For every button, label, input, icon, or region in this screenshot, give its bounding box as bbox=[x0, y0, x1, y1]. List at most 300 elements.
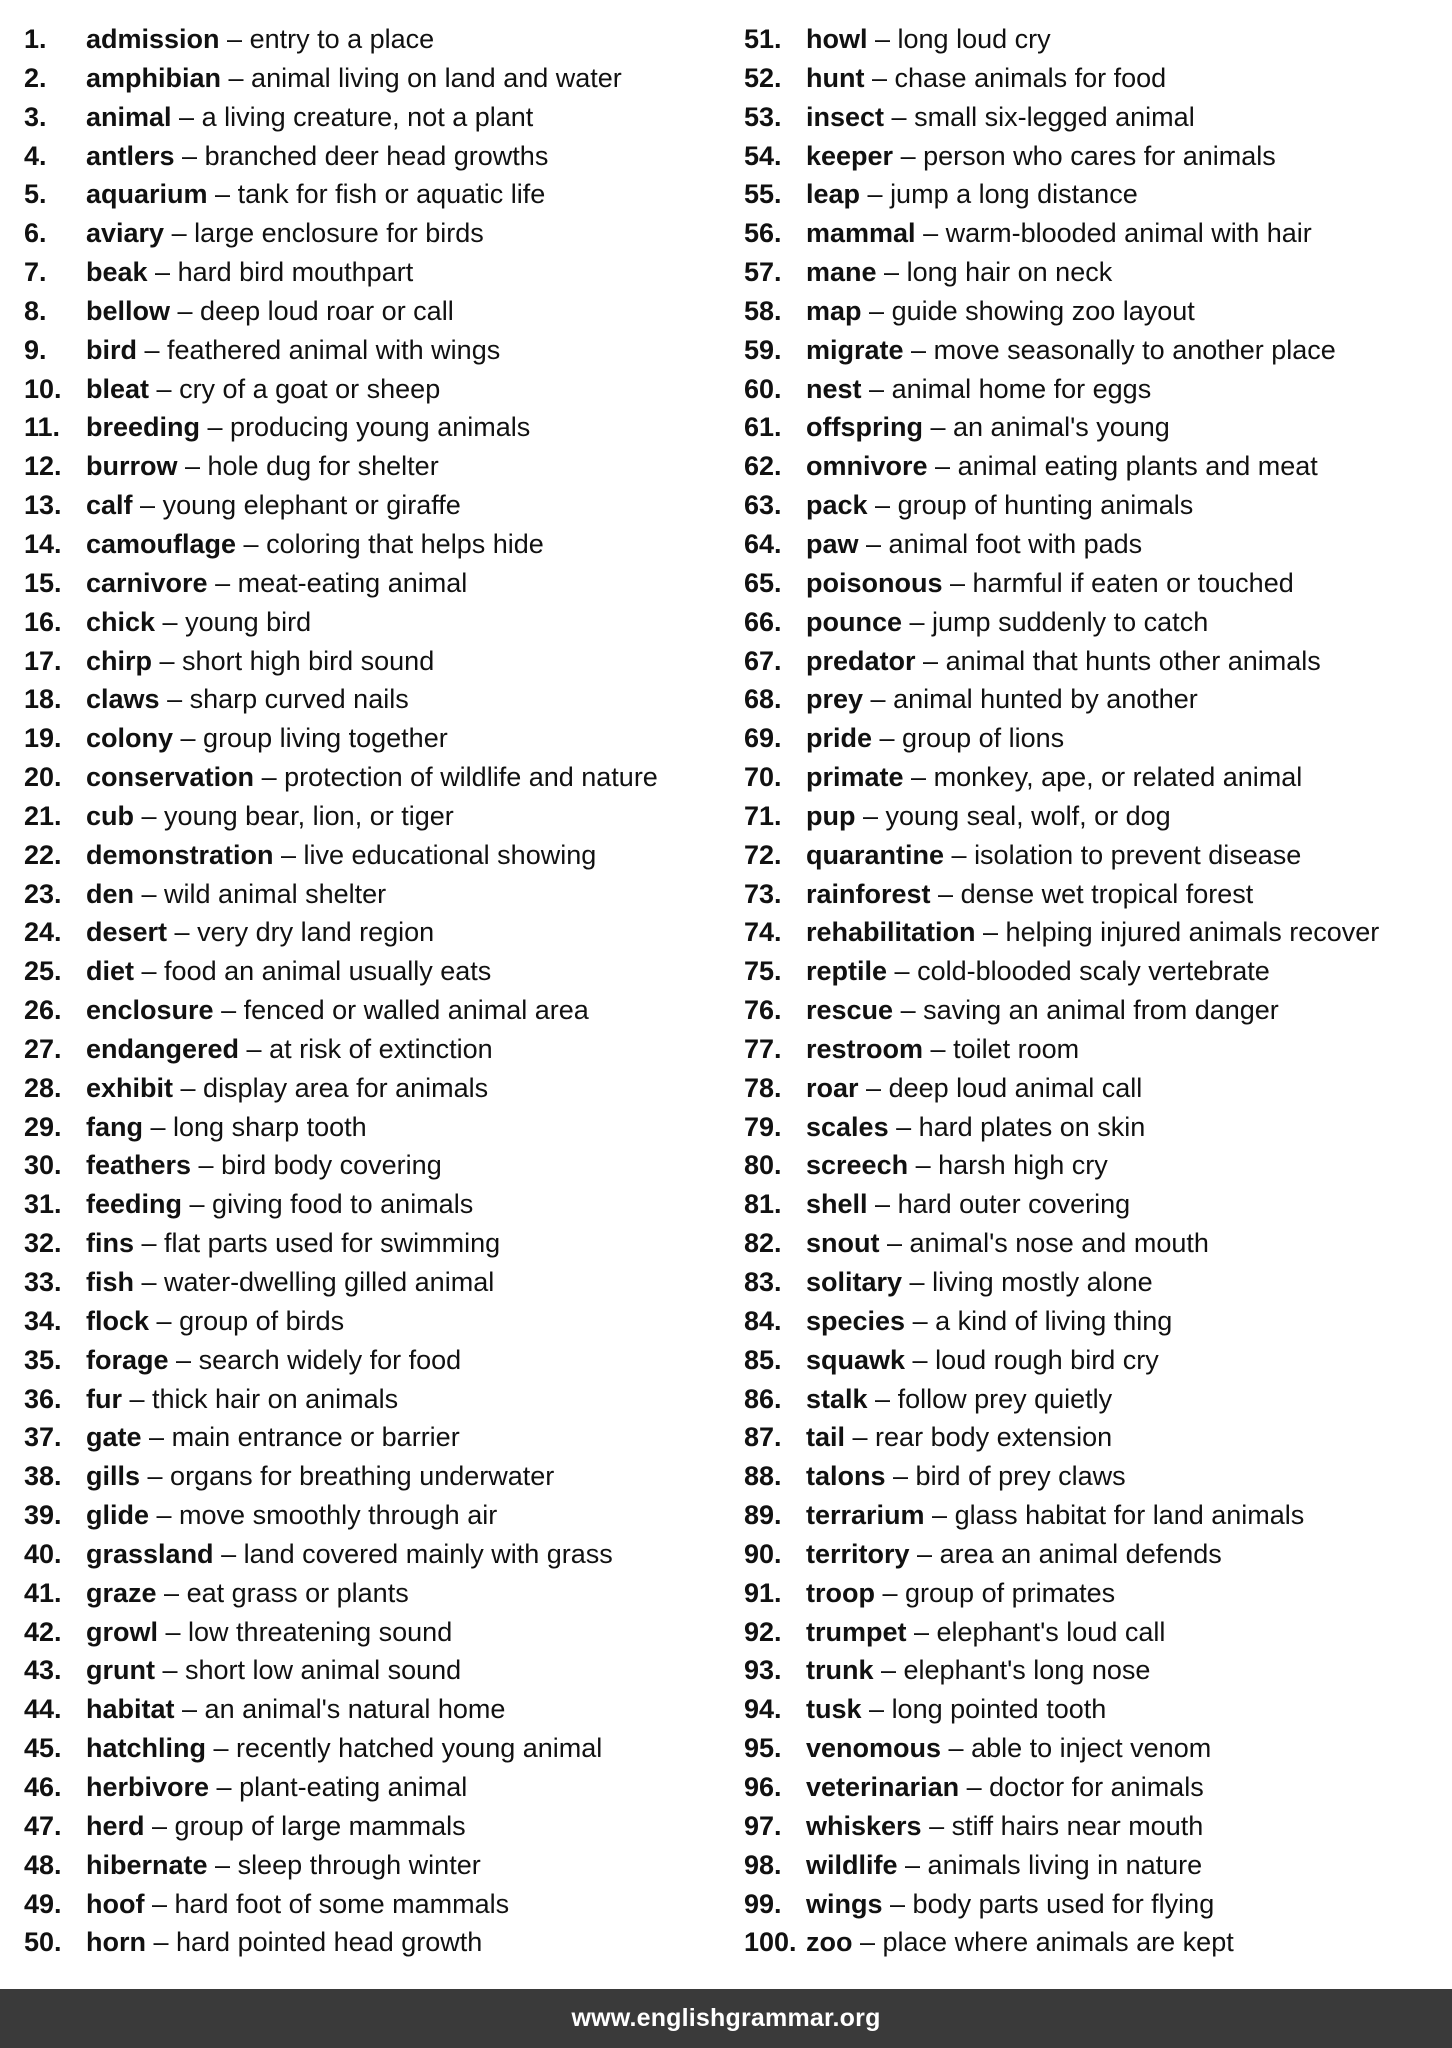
entry-separator: – bbox=[905, 1344, 936, 1375]
list-item bbox=[24, 292, 724, 331]
entry-definition: long loud cry bbox=[897, 24, 1051, 54]
entry-separator: – bbox=[209, 1771, 240, 1802]
entry-word: offspring bbox=[806, 412, 923, 443]
list-item bbox=[24, 991, 724, 1030]
entry-definition: producing young animals bbox=[230, 412, 531, 443]
entry-number: 59. bbox=[744, 334, 782, 365]
entry-word: veterinarian bbox=[806, 1771, 960, 1802]
entry-word: endangered bbox=[86, 1033, 240, 1064]
list-item bbox=[744, 525, 1444, 564]
entry-word: venomous bbox=[806, 1733, 942, 1764]
entry-word: tusk bbox=[806, 1694, 862, 1725]
entry-number: 88. bbox=[744, 1461, 782, 1492]
entry-separator: – bbox=[156, 1577, 187, 1608]
entry-number: 60. bbox=[744, 373, 782, 404]
entry-separator: – bbox=[146, 1927, 177, 1958]
entry-definition: animal home for eggs bbox=[891, 373, 1152, 404]
entry-word: herbivore bbox=[86, 1771, 210, 1802]
entry-definition: hard pointed head growth bbox=[176, 1927, 483, 1958]
entry-number: 62. bbox=[744, 451, 782, 482]
entry-number: 5. bbox=[24, 179, 47, 210]
entry-number: 57. bbox=[744, 257, 782, 288]
entry-word: pride bbox=[806, 723, 873, 754]
entry-definition: warm-blooded animal with hair bbox=[945, 218, 1312, 249]
list-item bbox=[24, 1846, 724, 1885]
list-item bbox=[24, 836, 724, 875]
list-item bbox=[744, 486, 1444, 525]
entry-word: hoof bbox=[86, 1888, 145, 1919]
entry-word: solitary bbox=[806, 1267, 903, 1297]
entry-definition: monkey, ape, or related animal bbox=[933, 762, 1303, 793]
list-item bbox=[24, 642, 724, 681]
entry-definition: dense wet tropical forest bbox=[960, 878, 1254, 909]
list-item bbox=[744, 1613, 1444, 1652]
entry-definition: harsh high cry bbox=[938, 1150, 1108, 1181]
entry-definition: long sharp tooth bbox=[173, 1111, 367, 1142]
entry-separator: – bbox=[897, 1849, 928, 1880]
entry-separator: – bbox=[924, 1500, 955, 1531]
list-item bbox=[24, 875, 724, 914]
list-item bbox=[744, 991, 1444, 1030]
entry-number: 37. bbox=[24, 1422, 62, 1453]
entry-number: 26. bbox=[24, 995, 62, 1026]
list-item bbox=[24, 1574, 724, 1613]
entry-word: scales bbox=[806, 1111, 889, 1142]
entry-number: 52. bbox=[744, 62, 782, 93]
entry-separator: – bbox=[164, 218, 195, 249]
entry-definition: person who cares for animals bbox=[923, 140, 1276, 171]
list-item bbox=[24, 1030, 724, 1069]
entry-separator: – bbox=[942, 567, 973, 598]
list-item bbox=[24, 1613, 724, 1652]
list-item bbox=[744, 408, 1444, 447]
entry-number: 20. bbox=[24, 762, 62, 793]
entry-separator: – bbox=[884, 101, 915, 132]
entry-definition: elephant's loud call bbox=[936, 1616, 1166, 1647]
entry-definition: entry to a place bbox=[249, 24, 435, 54]
entry-separator: – bbox=[122, 1383, 153, 1414]
entry-number: 33. bbox=[24, 1267, 62, 1297]
entry-separator: – bbox=[173, 1072, 204, 1103]
entry-number: 18. bbox=[24, 684, 62, 715]
list-item bbox=[24, 913, 724, 952]
entry-definition: hard plates on skin bbox=[918, 1111, 1146, 1142]
entry-number: 69. bbox=[744, 723, 782, 754]
entry-separator: – bbox=[219, 24, 250, 54]
entry-word: wildlife bbox=[806, 1849, 898, 1880]
entry-word: breeding bbox=[86, 412, 201, 443]
entry-separator: – bbox=[893, 140, 924, 171]
entry-number: 19. bbox=[24, 723, 62, 754]
entry-definition: deep loud animal call bbox=[888, 1072, 1143, 1103]
entry-number: 92. bbox=[744, 1616, 782, 1647]
entry-definition: jump suddenly to catch bbox=[932, 606, 1209, 637]
entry-definition: recently hatched young animal bbox=[236, 1733, 603, 1764]
list-item bbox=[744, 1846, 1444, 1885]
entry-separator: – bbox=[858, 1072, 889, 1103]
list-item bbox=[24, 447, 724, 486]
entry-word: diet bbox=[86, 956, 135, 987]
entry-number: 42. bbox=[24, 1616, 62, 1647]
entry-number: 78. bbox=[744, 1072, 782, 1103]
entry-definition: at risk of extinction bbox=[269, 1033, 493, 1064]
entry-word: rehabilitation bbox=[806, 917, 976, 948]
entry-separator: – bbox=[867, 1383, 898, 1414]
entry-word: whiskers bbox=[806, 1810, 922, 1841]
entry-word: beak bbox=[86, 257, 148, 288]
entry-number: 3. bbox=[24, 101, 47, 132]
entry-number: 100. bbox=[744, 1927, 797, 1958]
entry-number: 45. bbox=[24, 1733, 62, 1764]
entry-definition: loud rough bird cry bbox=[935, 1344, 1159, 1375]
entry-number: 40. bbox=[24, 1538, 62, 1569]
entry-word: bleat bbox=[86, 373, 150, 404]
entry-number: 63. bbox=[744, 490, 782, 521]
entry-definition: long pointed tooth bbox=[891, 1694, 1107, 1725]
list-item bbox=[744, 214, 1444, 253]
entry-separator: – bbox=[887, 956, 918, 987]
entry-number: 32. bbox=[24, 1228, 62, 1259]
entry-separator: – bbox=[140, 1461, 171, 1492]
entry-word: flock bbox=[86, 1305, 150, 1336]
list-item bbox=[24, 486, 724, 525]
entry-number: 48. bbox=[24, 1849, 62, 1880]
entry-word: talons bbox=[806, 1461, 886, 1492]
list-item bbox=[24, 1690, 724, 1729]
list-item bbox=[744, 59, 1444, 98]
entry-word: screech bbox=[806, 1150, 909, 1181]
list-item bbox=[744, 253, 1444, 292]
entry-definition: young bird bbox=[185, 606, 312, 637]
list-item bbox=[24, 98, 724, 137]
entry-definition: body parts used for flying bbox=[912, 1888, 1215, 1919]
entry-word: troop bbox=[806, 1577, 875, 1608]
entry-number: 54. bbox=[744, 140, 782, 171]
list-item bbox=[744, 758, 1444, 797]
entry-definition: cry of a goat or sheep bbox=[179, 373, 441, 404]
entry-number: 7. bbox=[24, 257, 47, 288]
entry-word: rainforest bbox=[806, 878, 931, 909]
entry-word: forage bbox=[86, 1344, 169, 1375]
entry-word: graze bbox=[86, 1577, 157, 1608]
entry-number: 17. bbox=[24, 645, 62, 676]
list-item bbox=[24, 1224, 724, 1263]
entry-definition: hard foot of some mammals bbox=[174, 1888, 510, 1919]
entry-separator: – bbox=[867, 490, 898, 521]
entry-definition: young bear, lion, or tiger bbox=[164, 800, 454, 831]
entry-word: fish bbox=[86, 1267, 135, 1297]
footer-bar bbox=[0, 1989, 1452, 2048]
entry-separator: – bbox=[213, 1538, 244, 1569]
entry-number: 46. bbox=[24, 1771, 62, 1802]
entry-word: enclosure bbox=[86, 995, 214, 1026]
entry-number: 96. bbox=[744, 1771, 782, 1802]
entry-word: omnivore bbox=[806, 451, 928, 482]
entry-definition: group of large mammals bbox=[174, 1810, 466, 1841]
entry-definition: move smoothly through air bbox=[179, 1500, 498, 1531]
entry-number: 89. bbox=[744, 1500, 782, 1531]
entry-definition: plant-eating animal bbox=[239, 1771, 468, 1802]
entry-definition: stiff hairs near mouth bbox=[951, 1810, 1204, 1841]
list-item bbox=[744, 913, 1444, 952]
list-item bbox=[24, 952, 724, 991]
entry-word: bird bbox=[86, 334, 137, 365]
entry-word: demonstration bbox=[86, 839, 274, 870]
entry-definition: helping injured animals recover bbox=[1005, 917, 1380, 948]
entry-separator: – bbox=[177, 451, 208, 482]
entry-separator: – bbox=[159, 684, 190, 715]
entry-separator: – bbox=[174, 1694, 205, 1725]
entry-number: 73. bbox=[744, 878, 782, 909]
list-item bbox=[24, 1380, 724, 1419]
entry-definition: a living creature, not a plant bbox=[201, 101, 534, 132]
entry-number: 2. bbox=[24, 62, 47, 93]
entry-number: 39. bbox=[24, 1500, 62, 1531]
entry-separator: – bbox=[171, 101, 202, 132]
list-item bbox=[24, 680, 724, 719]
entry-definition: branched deer head growths bbox=[204, 140, 549, 171]
entry-word: chirp bbox=[86, 645, 153, 676]
entry-definition: bird of prey claws bbox=[915, 1461, 1126, 1492]
list-item bbox=[24, 1341, 724, 1380]
entry-separator: – bbox=[861, 373, 892, 404]
list-item bbox=[744, 1341, 1444, 1380]
entry-separator: – bbox=[200, 412, 231, 443]
entry-word: insect bbox=[806, 101, 885, 132]
entry-definition: follow prey quietly bbox=[897, 1383, 1113, 1414]
entry-word: amphibian bbox=[86, 62, 222, 93]
entry-number: 12. bbox=[24, 451, 62, 482]
entry-word: shell bbox=[806, 1189, 868, 1220]
entry-separator: – bbox=[155, 606, 186, 637]
list-item bbox=[744, 952, 1444, 991]
entry-number: 66. bbox=[744, 606, 782, 637]
entry-definition: chase animals for food bbox=[894, 62, 1167, 93]
list-item bbox=[744, 1380, 1444, 1419]
entry-number: 43. bbox=[24, 1655, 62, 1686]
entry-word: growl bbox=[86, 1616, 158, 1647]
entry-definition: hole dug for shelter bbox=[207, 451, 439, 482]
entry-number: 11. bbox=[24, 412, 61, 443]
entry-definition: isolation to prevent disease bbox=[974, 839, 1302, 870]
list-item bbox=[744, 836, 1444, 875]
list-item bbox=[24, 370, 724, 409]
entry-separator: – bbox=[273, 839, 304, 870]
entry-separator: – bbox=[915, 218, 946, 249]
list-item bbox=[744, 719, 1444, 758]
entry-separator: – bbox=[149, 373, 180, 404]
entry-number: 9. bbox=[24, 334, 47, 365]
entry-separator: – bbox=[855, 800, 886, 831]
entry-definition: deep loud roar or call bbox=[200, 295, 454, 326]
entry-definition: organs for breathing underwater bbox=[170, 1461, 555, 1492]
entry-separator: – bbox=[873, 1655, 904, 1686]
entry-word: squawk bbox=[806, 1344, 906, 1375]
list-item bbox=[24, 175, 724, 214]
list-item bbox=[24, 797, 724, 836]
entry-separator: – bbox=[867, 1189, 898, 1220]
entry-separator: – bbox=[134, 878, 165, 909]
entry-word: tail bbox=[806, 1422, 846, 1453]
entry-word: poisonous bbox=[806, 567, 943, 598]
entry-definition: hard outer covering bbox=[897, 1189, 1131, 1220]
entry-separator: – bbox=[154, 1655, 186, 1686]
entry-definition: jump a long distance bbox=[890, 179, 1138, 210]
entry-definition: cold-blooded scaly vertebrate bbox=[917, 956, 1270, 987]
entry-number: 99. bbox=[744, 1888, 782, 1919]
entry-word: conservation bbox=[86, 762, 255, 793]
list-item bbox=[744, 292, 1444, 331]
entry-word: territory bbox=[806, 1538, 910, 1569]
entry-separator: – bbox=[905, 1305, 936, 1336]
entry-definition: low threatening sound bbox=[188, 1616, 453, 1647]
list-item bbox=[24, 719, 724, 758]
list-item bbox=[744, 98, 1444, 137]
entry-separator: – bbox=[173, 723, 204, 754]
entry-definition: group of primates bbox=[905, 1577, 1116, 1608]
entry-word: feeding bbox=[86, 1189, 183, 1220]
list-item bbox=[24, 525, 724, 564]
entry-separator: – bbox=[147, 257, 178, 288]
entry-definition: rear body extension bbox=[875, 1422, 1113, 1453]
entry-word: hibernate bbox=[86, 1849, 208, 1880]
entry-definition: eat grass or plants bbox=[186, 1577, 409, 1608]
entry-word: trunk bbox=[806, 1655, 874, 1686]
entry-separator: – bbox=[141, 1422, 172, 1453]
list-item bbox=[744, 1690, 1444, 1729]
entry-separator: – bbox=[923, 1033, 954, 1064]
list-item bbox=[744, 1263, 1444, 1302]
entry-separator: – bbox=[909, 1538, 940, 1569]
list-item bbox=[744, 1302, 1444, 1341]
footer-website-link[interactable]: www.englishgrammar.org bbox=[571, 2004, 881, 2032]
list-item bbox=[744, 1923, 1444, 1962]
entry-separator: – bbox=[888, 1111, 919, 1142]
entry-definition: sharp curved nails bbox=[189, 684, 409, 715]
entry-number: 49. bbox=[24, 1888, 62, 1919]
list-item bbox=[24, 253, 724, 292]
list-item bbox=[744, 1457, 1444, 1496]
entry-word: fur bbox=[86, 1383, 122, 1414]
entry-separator: – bbox=[191, 1150, 222, 1181]
list-item bbox=[744, 20, 1444, 59]
entry-word: bellow bbox=[86, 295, 171, 326]
entry-definition: short high bird sound bbox=[182, 645, 435, 676]
list-item bbox=[744, 331, 1444, 370]
entry-definition: animal living on land and water bbox=[251, 62, 622, 93]
entry-definition: group of birds bbox=[179, 1305, 345, 1336]
list-item bbox=[744, 1418, 1444, 1457]
list-item bbox=[744, 175, 1444, 214]
entry-separator: – bbox=[885, 1461, 916, 1492]
entry-number: 50. bbox=[24, 1927, 62, 1958]
list-item bbox=[24, 564, 724, 603]
entry-separator: – bbox=[174, 140, 205, 171]
entry-word: leap bbox=[806, 179, 861, 210]
entry-definition: food an animal usually eats bbox=[164, 956, 492, 987]
entry-word: map bbox=[806, 295, 862, 326]
entry-number: 98. bbox=[744, 1849, 782, 1880]
list-item bbox=[744, 1030, 1444, 1069]
entry-definition: an animal's young bbox=[953, 412, 1170, 443]
entry-definition: animal's nose and mouth bbox=[909, 1228, 1209, 1259]
list-item bbox=[744, 1574, 1444, 1613]
entry-word: wings bbox=[806, 1888, 883, 1919]
entry-definition: very dry land region bbox=[197, 917, 435, 948]
entry-word: reptile bbox=[806, 956, 888, 987]
list-item bbox=[24, 1885, 724, 1924]
entry-number: 97. bbox=[744, 1810, 782, 1841]
entry-word: howl bbox=[806, 24, 868, 54]
entry-separator: – bbox=[921, 1810, 952, 1841]
entry-separator: – bbox=[872, 723, 903, 754]
entry-number: 1. bbox=[24, 24, 47, 54]
list-item bbox=[24, 1496, 724, 1535]
entry-number: 65. bbox=[744, 567, 782, 598]
entry-number: 35. bbox=[24, 1344, 62, 1375]
entry-definition: feathered animal with wings bbox=[167, 334, 501, 365]
entry-word: pup bbox=[806, 800, 856, 831]
entry-definition: group of lions bbox=[902, 723, 1065, 754]
entry-definition: large enclosure for birds bbox=[194, 218, 484, 249]
entry-number: 58. bbox=[744, 295, 782, 326]
entry-word: hunt bbox=[806, 62, 865, 93]
list-item bbox=[744, 603, 1444, 642]
list-item bbox=[24, 1457, 724, 1496]
entry-definition: coloring that helps hide bbox=[266, 528, 544, 559]
entry-separator: – bbox=[168, 1344, 199, 1375]
entry-definition: animals living in nature bbox=[927, 1849, 1203, 1880]
list-item bbox=[744, 1768, 1444, 1807]
entry-definition: able to inject venom bbox=[971, 1733, 1212, 1764]
entry-definition: long hair on neck bbox=[906, 257, 1113, 288]
entry-word: mane bbox=[806, 257, 877, 288]
entry-word: rescue bbox=[806, 995, 894, 1026]
entry-separator: – bbox=[134, 956, 165, 987]
entry-number: 84. bbox=[744, 1305, 782, 1336]
entry-number: 36. bbox=[24, 1383, 62, 1414]
entry-number: 4. bbox=[24, 140, 47, 171]
list-item bbox=[744, 1146, 1444, 1185]
entry-number: 86. bbox=[744, 1383, 782, 1414]
entry-word: restroom bbox=[806, 1033, 924, 1064]
entry-definition: display area for animals bbox=[203, 1072, 489, 1103]
entry-number: 31. bbox=[24, 1189, 62, 1220]
entry-separator: – bbox=[207, 567, 238, 598]
entry-word: colony bbox=[86, 723, 174, 754]
entry-number: 51. bbox=[744, 24, 782, 54]
entry-separator: – bbox=[860, 179, 891, 210]
list-item bbox=[24, 214, 724, 253]
entry-word: gate bbox=[86, 1422, 142, 1453]
entry-number: 10. bbox=[24, 373, 62, 404]
entry-separator: – bbox=[882, 1888, 913, 1919]
list-item bbox=[24, 758, 724, 797]
entry-number: 8. bbox=[24, 295, 47, 326]
entry-definition: young seal, wolf, or dog bbox=[885, 800, 1171, 831]
list-item bbox=[744, 642, 1444, 681]
entry-separator: – bbox=[213, 995, 244, 1026]
entry-word: calf bbox=[86, 490, 133, 521]
entry-definition: an animal's natural home bbox=[204, 1694, 506, 1725]
entry-word: terrarium bbox=[806, 1500, 925, 1531]
list-item bbox=[744, 1807, 1444, 1846]
entry-word: prey bbox=[806, 684, 864, 715]
list-item bbox=[24, 1263, 724, 1302]
entry-word: predator bbox=[806, 645, 916, 676]
list-item bbox=[24, 1146, 724, 1185]
entry-word: antlers bbox=[86, 140, 175, 171]
